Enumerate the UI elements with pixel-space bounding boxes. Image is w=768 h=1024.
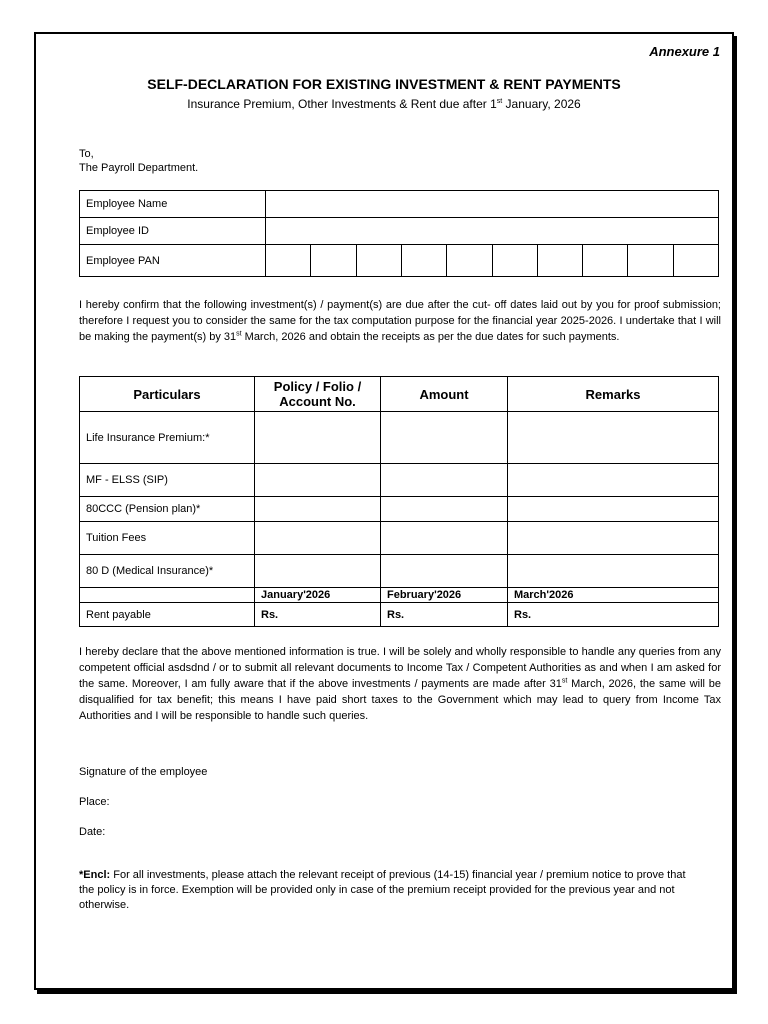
employee-id-field[interactable] [266,218,719,245]
row-label: 80 D (Medical Insurance)* [80,555,255,588]
table-row [80,412,719,464]
investment-table [79,376,719,627]
employee-pan-label: Employee PAN [80,245,266,277]
annexure-label: Annexure 1 [649,44,720,59]
header-amount: Amount [381,377,508,412]
table-row [80,522,719,555]
row-label: Tuition Fees [80,522,255,555]
address-dept: The Payroll Department. [79,162,199,174]
row-label: 80CCC (Pension plan)* [80,497,255,522]
remarks-cell[interactable] [508,412,719,464]
rent-row [80,603,719,627]
table-row [80,191,719,218]
employee-details-table [79,190,719,277]
amount-cell[interactable] [381,464,508,497]
month-row [80,588,719,603]
header-policy: Policy / Folio / Account No. [255,377,381,412]
signature-label: Signature of the employee [79,766,208,778]
table-row [80,245,719,277]
pan-char-box[interactable] [356,245,401,277]
header-particulars: Particulars [80,377,255,412]
pan-char-box[interactable] [492,245,537,277]
employee-name-field[interactable] [266,191,719,218]
enclosure-note: *Encl: For all investments, please attach the relevant receipt of previous (14-15) financial year / premium notice to prove that the policy is in force. Exemption will be provided only in case of the premium receipt provided for the previous year and not otherwise. [79,869,686,911]
policy-cell[interactable] [255,522,381,555]
pan-char-box[interactable] [266,245,311,277]
table-row [80,218,719,245]
policy-cell[interactable] [255,464,381,497]
policy-cell[interactable] [255,497,381,522]
address-to: To, [79,148,94,160]
month-february: February'2026 [381,588,508,603]
rent-march-cell[interactable]: Rs. [508,603,719,627]
place-label: Place: [79,796,110,808]
pan-char-box[interactable] [628,245,673,277]
month-january: January'2026 [255,588,381,603]
remarks-cell[interactable] [508,522,719,555]
row-label: MF - ELSS (SIP) [80,464,255,497]
table-row [80,555,719,588]
pan-char-box[interactable] [311,245,356,277]
pan-char-box[interactable] [673,245,718,277]
remarks-cell[interactable] [508,464,719,497]
row-label: Life Insurance Premium:* [80,412,255,464]
declaration-paragraph: I hereby declare that the above mentioned information is true. I will be solely and wholly responsible to handle any queries from any competent official asdsdnd / or to submit all relevant documents to Income Tax / Competent Authorities as and when I am asked for the same. Moreover, I am fully aware that if the above investments / payments are made after 31st March, 2026, the same will be disqualified for tax benefit; this means I have paid short taxes to the Government which may lead to query from Income Tax Authorities and I will be responsible to handle such queries. [79,646,721,722]
confirmation-paragraph: I hereby confirm that the following investment(s) / payment(s) are due after the cut- off dates laid out by you for proof submission; therefore I request you to consider the same for the tax computation purpose for the financial year 2025-2026. I undertake that I will be making the payment(s) by 31st March, 2026 and obtain the receipts as per the due dates for such payments. [79,299,721,343]
amount-cell[interactable] [381,555,508,588]
policy-cell[interactable] [255,412,381,464]
amount-cell[interactable] [381,412,508,464]
rent-february-cell[interactable]: Rs. [381,603,508,627]
pan-char-box[interactable] [401,245,446,277]
rent-label: Rent payable [80,603,255,627]
pan-char-box[interactable] [583,245,628,277]
remarks-cell[interactable] [508,555,719,588]
amount-cell[interactable] [381,522,508,555]
date-label: Date: [79,826,106,838]
page-subtitle: Insurance Premium, Other Investments & Rent due after 1st January, 2026 [187,97,581,111]
pan-char-box[interactable] [447,245,492,277]
month-blank [80,588,255,603]
employee-name-label: Employee Name [80,191,266,218]
pan-char-box[interactable] [537,245,582,277]
employee-id-label: Employee ID [80,218,266,245]
table-row [80,464,719,497]
rent-january-cell[interactable]: Rs. [255,603,381,627]
header-remarks: Remarks [508,377,719,412]
amount-cell[interactable] [381,497,508,522]
document-page [34,32,734,990]
table-row [80,497,719,522]
page-title: SELF-DECLARATION FOR EXISTING INVESTMENT & RENT PAYMENTS [147,76,621,92]
address-block [79,147,198,175]
policy-cell[interactable] [255,555,381,588]
table-header-row [80,377,719,412]
month-march: March'2026 [508,588,719,603]
remarks-cell[interactable] [508,497,719,522]
